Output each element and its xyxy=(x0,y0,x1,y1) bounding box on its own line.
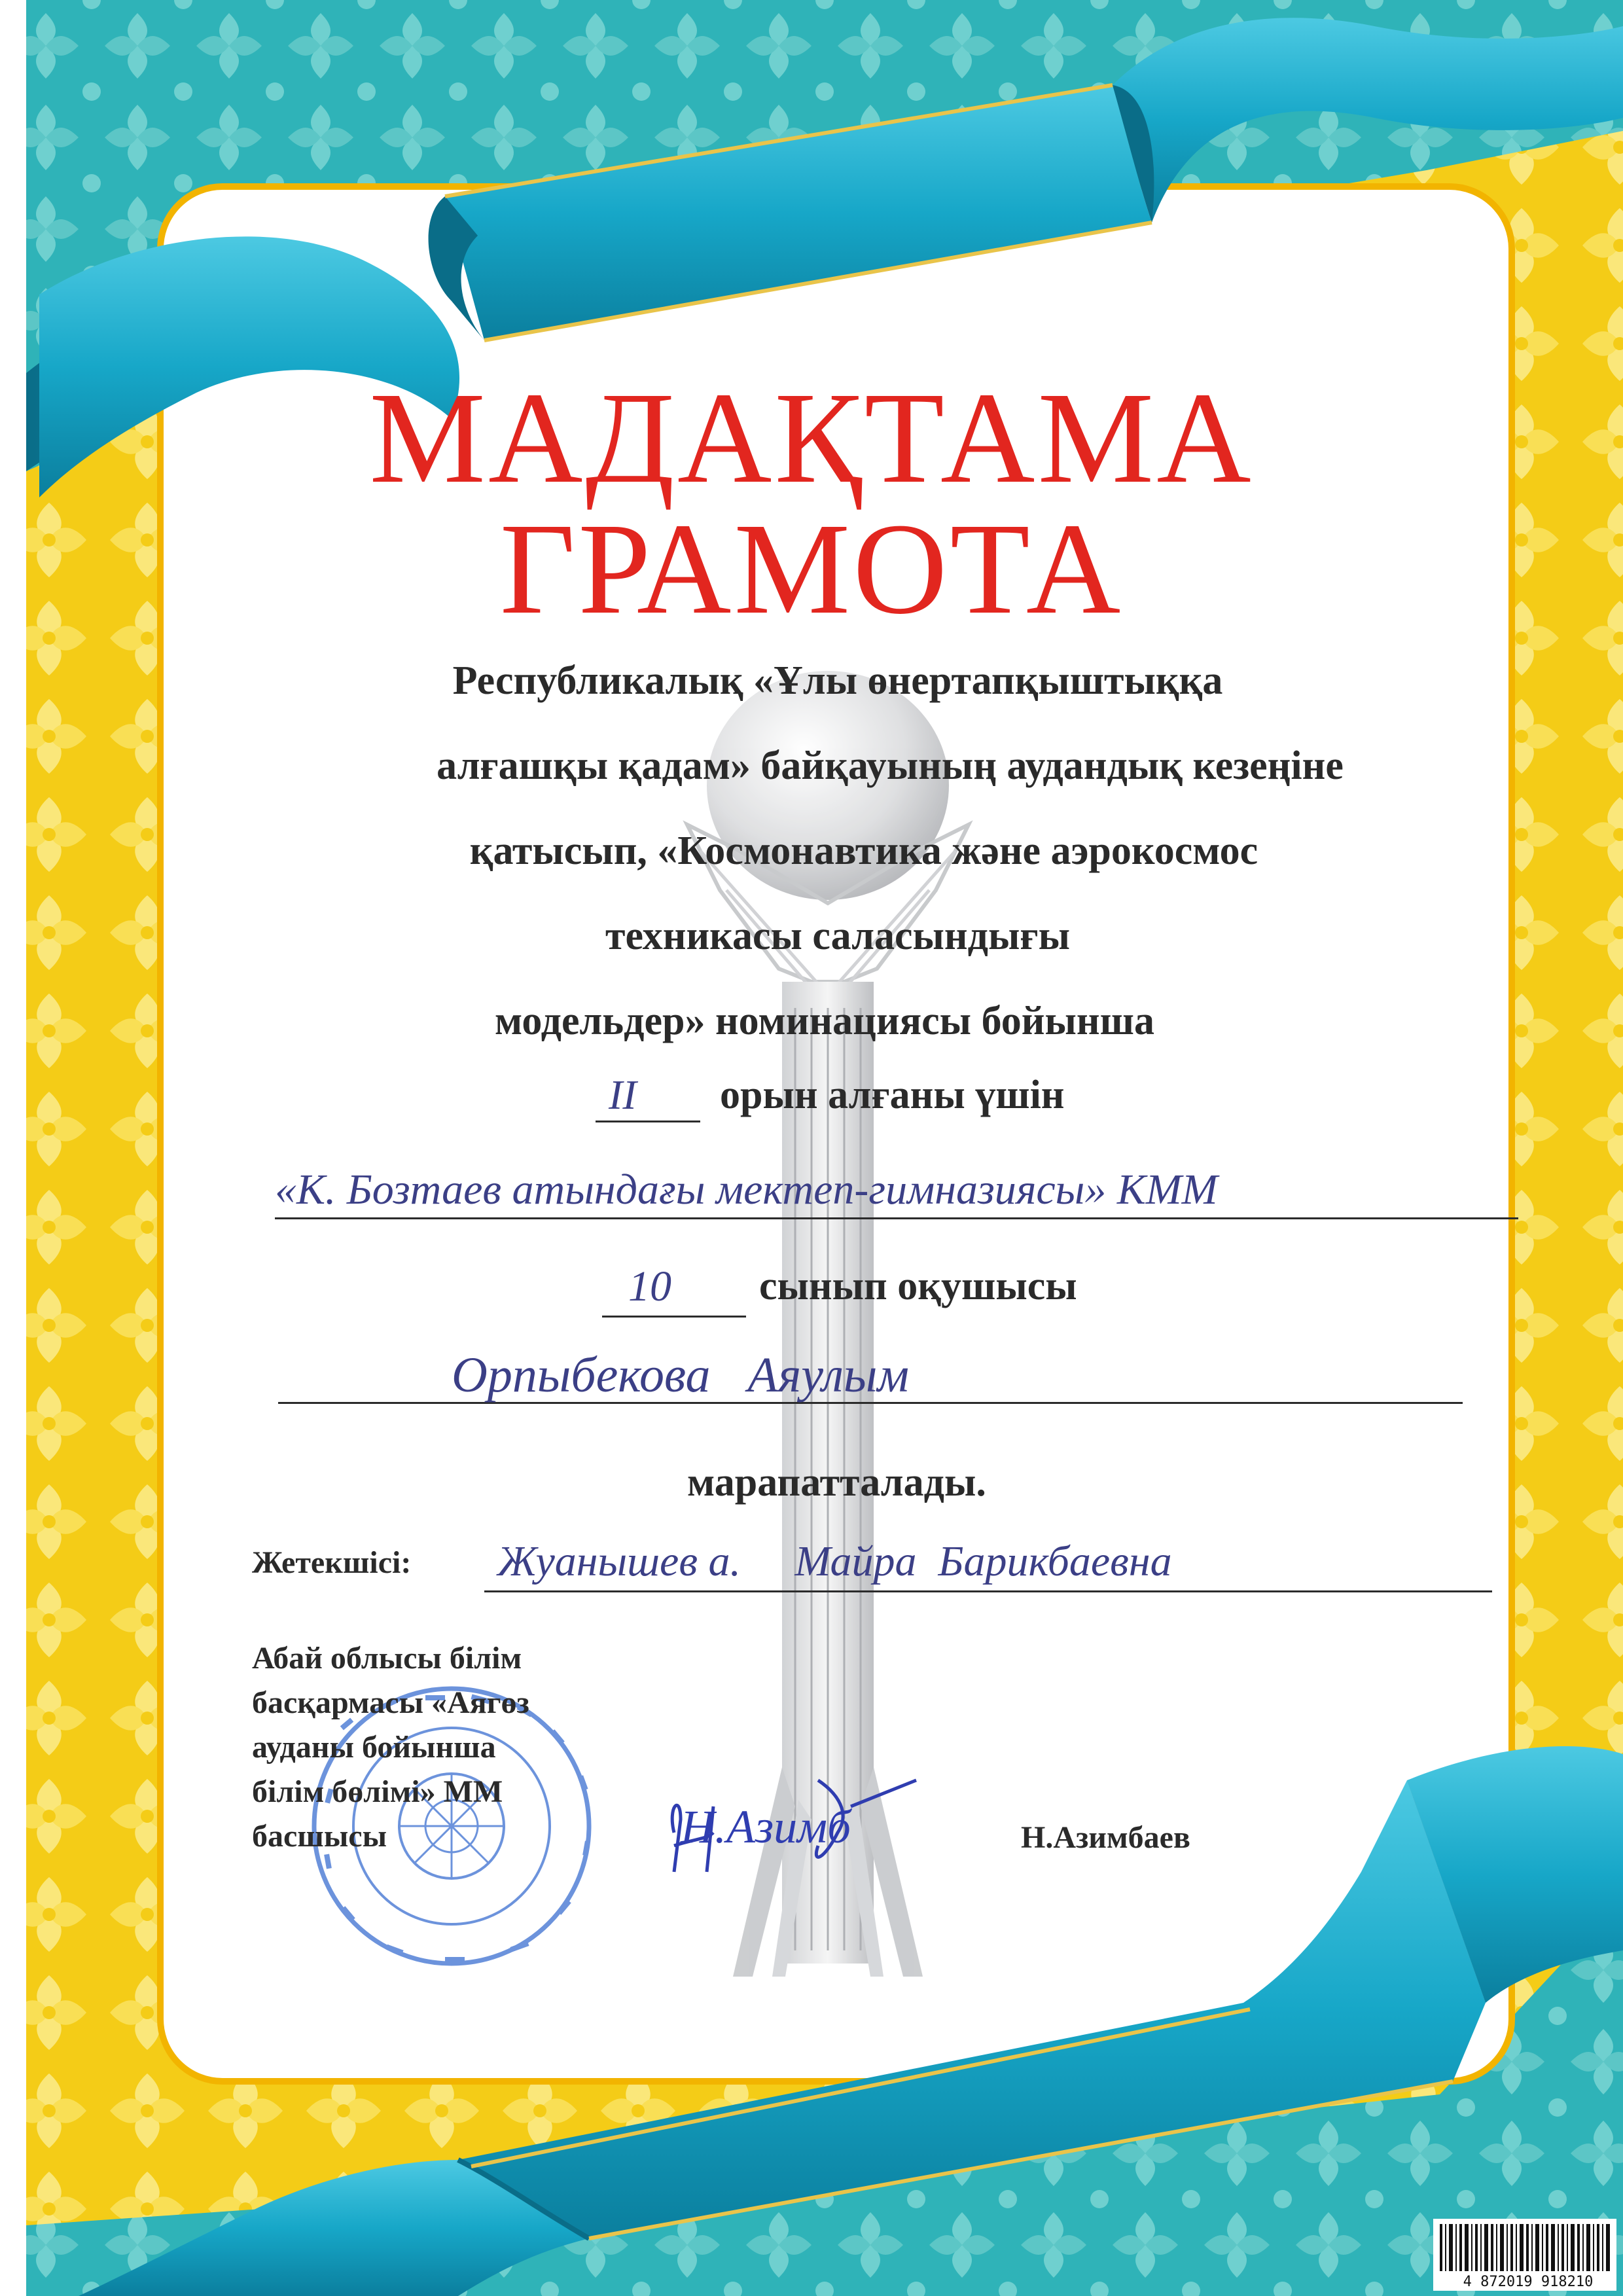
grade-suffix-text: сынып оқушысы xyxy=(759,1264,1077,1308)
certificate-title-russian: ГРАМОТА xyxy=(499,497,1124,641)
authority-line: ауданы бойынша xyxy=(252,1730,496,1765)
authority-line: Абай облысы білім xyxy=(252,1641,522,1676)
barcode-number: 4 872019 918210 xyxy=(1463,2274,1594,2290)
school-name-handwritten: «К. Бозтаев атындағы мектеп-гимназиясы» КММ xyxy=(275,1166,1218,1213)
body-text-line: модельдер» номинациясы бойынша xyxy=(495,999,1154,1043)
supervisor-underline xyxy=(484,1590,1492,1592)
supervisor-label: Жетекшісі: xyxy=(252,1545,412,1580)
body-text-line: алғашқы қадам» байқауының аудандық кезеңіне xyxy=(437,744,1344,788)
authority-block xyxy=(252,1636,529,1859)
place-suffix-text: орын алғаны үшін xyxy=(720,1073,1065,1117)
body-text-line: техникасы саласындығы xyxy=(605,914,1070,958)
grade-underline xyxy=(602,1316,746,1318)
grade-value: 10 xyxy=(628,1263,671,1310)
authority-line: білім бөлімі» ММ xyxy=(252,1774,503,1809)
student-name-handwritten: Орпыбекова Аяулым xyxy=(452,1348,909,1403)
signature-text: Н.Азимб xyxy=(681,1801,851,1853)
supervisor-name-handwritten: Жуанышев а. Майра Барикбаевна xyxy=(497,1537,1172,1585)
authority-line: басқармасы «Аягөз xyxy=(252,1685,529,1720)
signer-name: Н.Азимбаев xyxy=(1021,1820,1190,1855)
school-underline xyxy=(275,1217,1518,1219)
place-value: II xyxy=(609,1071,637,1118)
body-text-line: қатысып, «Космонавтика және аэрокосмос xyxy=(469,829,1258,873)
certificate-title-kazakh: МАДАҚТАМА xyxy=(369,366,1254,511)
body-text-line: Республикалық «Ұлы өнертапқыштыққа xyxy=(452,658,1223,703)
place-underline xyxy=(596,1121,700,1122)
authority-line: басшысы xyxy=(252,1819,387,1854)
awarded-text: марапатталады. xyxy=(687,1460,986,1505)
